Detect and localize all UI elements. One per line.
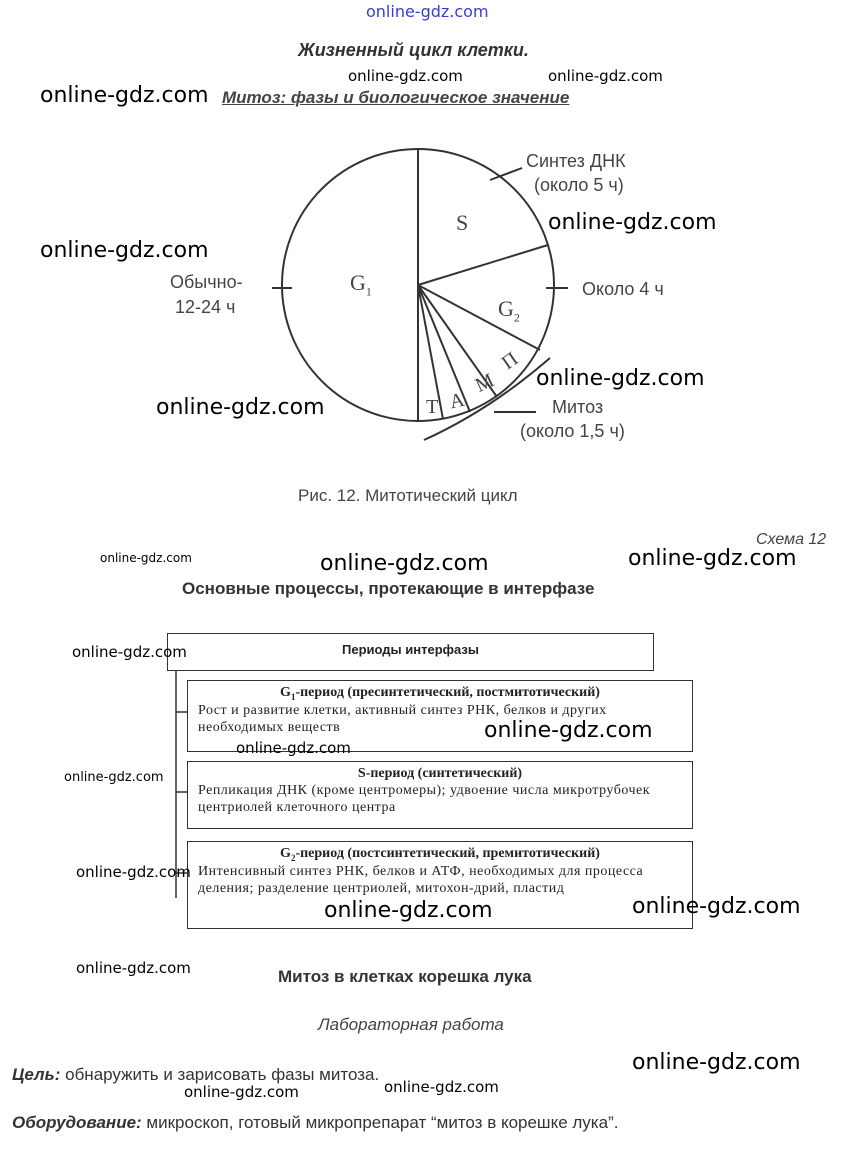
watermark: online-gdz.com [40, 238, 209, 263]
watermark: online-gdz.com [548, 67, 663, 85]
label-a: А [447, 388, 467, 414]
watermark: online-gdz.com [184, 1083, 299, 1101]
page-title: Жизненный цикл клетки. [298, 40, 529, 60]
watermark: online-gdz.com [76, 959, 191, 977]
watermark: online-gdz.com [156, 395, 325, 420]
period-s-box [187, 761, 693, 829]
watermark: online-gdz.com [76, 863, 191, 881]
schema-heading: Основные процессы, протекающие в интерфазе [182, 579, 595, 598]
label-m: М [471, 369, 498, 397]
schema-root-box [167, 633, 654, 671]
watermark: online-gdz.com [548, 210, 717, 235]
period-g1-body: Рост и развитие клетки, активный синтез РНК, белков и других необходимых веществ [198, 702, 607, 735]
schema-root-label: Периоды интерфазы [342, 642, 479, 657]
watermark: online-gdz.com [72, 643, 187, 661]
watermark: online-gdz.com [40, 83, 209, 108]
s-g2-divider-line [418, 245, 548, 285]
mitosis-line-1 [418, 285, 540, 350]
watermark: online-gdz.com [628, 546, 797, 571]
page-subtitle: Митоз: фазы и биологическое значение [222, 88, 570, 107]
goal-paragraph [12, 1065, 379, 1085]
label-g1: $G_1$ [350, 270, 372, 299]
schema-label: Схема 12 [756, 531, 827, 548]
g2-duration: Около 4 ч [582, 279, 664, 299]
mitosis-duration: (около 1,5 ч) [520, 421, 625, 441]
goal-label: Цель: [12, 1065, 61, 1084]
mitotic-cycle-diagram [0, 120, 854, 600]
equipment-label: Оборудование: [12, 1113, 142, 1132]
lab-subheading: Лабораторная работа [318, 1015, 504, 1034]
tick-synthesis [490, 168, 522, 180]
watermark: online-gdz.com [64, 770, 164, 785]
synthesis-label: Синтез ДНК [526, 151, 626, 171]
synthesis-duration: (около 5 ч) [534, 175, 624, 195]
goal-text: обнаружить и зарисовать фазы митоза. [60, 1065, 380, 1084]
period-g2-body: Интенсивный синтез РНК, белков и АТФ, необходимых для процесса деления; разделение центриолей, митохон-дрий, пластид [198, 863, 644, 896]
watermark: online-gdz.com [320, 551, 489, 576]
g1-duration: 12-24 ч [175, 297, 236, 317]
period-s-title: S-период (синтетический) [357, 766, 523, 781]
watermark: online-gdz.com [348, 67, 463, 85]
watermark: online-gdz.com [324, 898, 493, 923]
mitosis-label: Митоз [552, 397, 604, 417]
label-s: S [456, 210, 469, 235]
period-g2-title: $G_2$-период (постсинтетический, премитотический) [280, 846, 600, 863]
watermark: online-gdz.com [100, 551, 192, 565]
lab-heading: Митоз в клетках корешка лука [278, 967, 532, 986]
watermark: online-gdz.com [236, 739, 351, 757]
equipment-paragraph [12, 1113, 618, 1133]
watermark: online-gdz.com [384, 1078, 499, 1096]
watermark: online-gdz.com [632, 1050, 801, 1075]
watermark: online-gdz.com [632, 894, 801, 919]
label-t: Т [426, 396, 439, 418]
label-p: П [497, 347, 523, 375]
top-watermark: online-gdz.com [366, 2, 489, 21]
equipment-text: микроскоп, готовый микропрепарат “митоз в корешке лука”. [141, 1113, 619, 1132]
period-s-body: Репликация ДНК (кроме центромеры); удвоение числа микротрубочек центриолей клеточного центра [198, 783, 651, 815]
period-g1-title: $G_1$-период (пресинтетический, постмитотический) [280, 685, 600, 702]
watermark: online-gdz.com [536, 366, 705, 391]
label-g2: $G_2$ [498, 296, 520, 325]
figure-caption: Рис. 12. Митотический цикл [298, 486, 518, 505]
g1-label: Обычно- [170, 272, 243, 292]
watermark: online-gdz.com [484, 718, 653, 743]
